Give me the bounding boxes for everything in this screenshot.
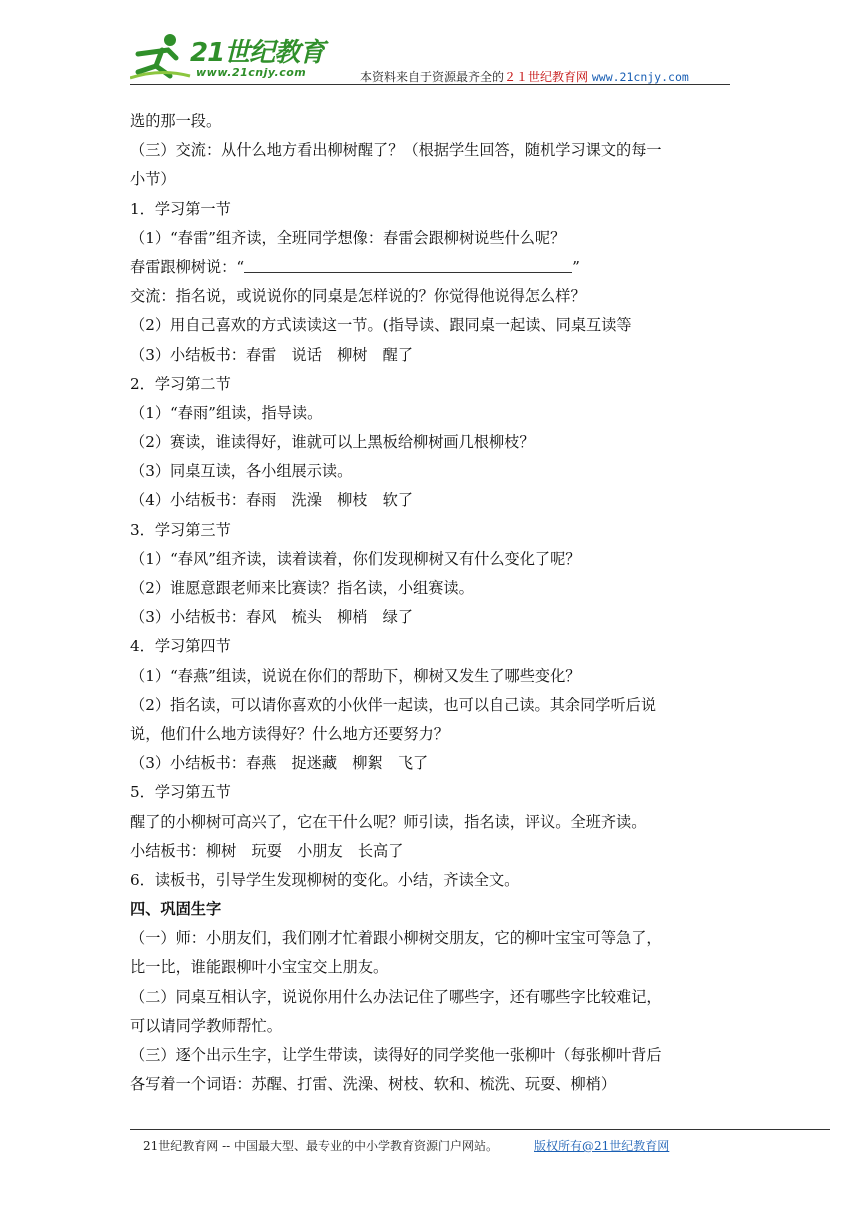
text-line: 交流：指名说，或说说你的同桌是怎样说的？你觉得他说得怎么样？ xyxy=(130,287,586,306)
text-line: 各写着一个词语：苏醒、打雷、洗澡、树枝、软和、梳洗、玩耍、柳梢） xyxy=(130,1075,616,1094)
part-heading: 四、巩固生字 xyxy=(130,900,222,919)
header-divider xyxy=(130,84,730,85)
runner-logo-icon xyxy=(130,32,192,82)
page-footer xyxy=(143,1137,669,1154)
text-line: 说，他们什么地方读得好？什么地方还要努力？ xyxy=(130,724,449,743)
text-line: （1）“春雨”组读，指导读。 xyxy=(130,403,323,422)
tagline-prefix: 本资料来自于资源最齐全的 xyxy=(360,70,505,84)
text-line: （2）指名读，可以请你喜欢的小伙伴一起读，也可以自己读。其余同学听后说 xyxy=(130,695,657,714)
section-heading-3: 3．学习第三节 xyxy=(130,520,231,539)
text-line: 醒了的小柳树可高兴了，它在干什么呢？师引读，指名读，评议。全班齐读。 xyxy=(130,812,647,831)
fill-in-prefix: 春雷跟柳树说：“ xyxy=(130,257,245,276)
text-line: （1）“春燕”组读，说说在你们的帮助下，柳树又发生了哪些变化？ xyxy=(130,666,581,685)
text-line: （1）“春雷”组齐读，全班同学想像：春雷会跟柳树说些什么呢？ xyxy=(130,228,566,247)
text-line: 比一比，谁能跟柳叶小宝宝交上朋友。 xyxy=(130,958,389,977)
text-line: （一）师：小朋友们，我们刚才忙着跟小柳树交朋友，它的柳叶宝宝可等急了， xyxy=(130,929,662,948)
page-header xyxy=(130,28,730,86)
logo-url: www.21cnjy.com xyxy=(196,66,307,79)
text-line: （3）同桌互读，各小组展示读。 xyxy=(130,462,353,481)
text-line: 选的那一段。 xyxy=(130,112,222,130)
document-body xyxy=(130,107,740,1099)
text-line: 6．读板书，引导学生发现柳树的变化。小结，齐读全文。 xyxy=(130,870,520,889)
text-line: 小节） xyxy=(130,170,176,189)
logo xyxy=(130,28,340,84)
text-line: （二）同桌互相认字，说说你用什么办法记住了哪些字，还有哪些字比较难记， xyxy=(130,987,662,1006)
text-line: 小结板书：柳树 玩耍 小朋友 长高了 xyxy=(130,841,404,860)
copyright-link[interactable]: 版权所有@21世纪教育网 xyxy=(534,1139,670,1153)
logo-text: 21世纪教育 xyxy=(190,38,325,68)
text-line: （3）小结板书：春燕 捉迷藏 柳絮 飞了 xyxy=(130,754,429,773)
footer-text: 21世纪教育网 -- 中国最大型、最专业的中小学教育资源门户网站。 xyxy=(143,1139,499,1153)
section-heading-2: 2．学习第二节 xyxy=(130,374,231,393)
text-line: （3）小结板书：春风 梳头 柳梢 绿了 xyxy=(130,608,414,627)
text-line: （1）“春风”组齐读，读着读着，你们发现柳树又有什么变化了呢？ xyxy=(130,549,581,568)
text-line: 可以请同学教师帮忙。 xyxy=(130,1016,282,1035)
fill-in-line xyxy=(130,253,740,282)
section-heading-4: 4．学习第四节 xyxy=(130,637,231,656)
fill-in-blank xyxy=(244,256,572,273)
fill-in-suffix: ” xyxy=(572,257,580,276)
text-line: （三）交流：从什么地方看出柳树醒了？（根据学生回答，随机学习课文的每一 xyxy=(130,141,662,160)
header-tagline xyxy=(360,68,689,85)
tagline-brand-link[interactable]: ２１世纪教育网 xyxy=(504,70,589,84)
text-line: （2）用自己喜欢的方式读读这一节。(指导读、跟同桌一起读、同桌互读等 xyxy=(130,316,632,335)
tagline-url-link[interactable]: www.21cnjy.com xyxy=(591,70,689,84)
text-line: （4）小结板书：春雨 洗澡 柳枝 软了 xyxy=(130,491,414,510)
text-line: （3）小结板书：春雷 说话 柳树 醒了 xyxy=(130,345,414,364)
text-line: （2）谁愿意跟老师来比赛读？指名读，小组赛读。 xyxy=(130,579,474,597)
text-line: （三）逐个出示生字，让学生带读，读得好的同学奖他一张柳叶（每张柳叶背后 xyxy=(130,1046,662,1064)
footer-divider xyxy=(130,1129,830,1130)
section-heading-1: 1．学习第一节 xyxy=(130,199,231,218)
section-heading-5: 5．学习第五节 xyxy=(130,783,231,802)
text-line: （2）赛读，谁读得好，谁就可以上黑板给柳树画几根柳枝？ xyxy=(130,433,535,452)
